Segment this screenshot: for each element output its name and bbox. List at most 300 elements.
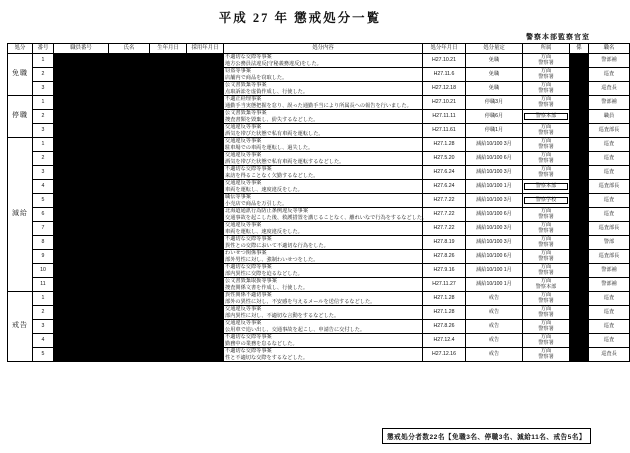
disposition-detail	[224, 320, 423, 334]
section-cell	[570, 166, 589, 180]
page-title: 平成 27 年 懲戒処分一覧	[218, 11, 382, 25]
office-cell	[523, 306, 570, 320]
office-name: 方面	[540, 67, 552, 74]
redacted-cell	[54, 110, 109, 124]
disciplinary-table	[7, 43, 630, 362]
office-name: 警察署	[538, 339, 554, 346]
section-cell	[570, 138, 589, 152]
office-name: 方面	[540, 95, 552, 102]
redacted-cell	[187, 250, 224, 264]
disposition-detail	[224, 292, 423, 306]
disposition-type: 減給10/100 1月	[466, 278, 523, 292]
disposition-detail	[224, 180, 423, 194]
redacted-cell	[150, 82, 187, 96]
disposition-date: H27.11.61	[423, 124, 466, 138]
redacted-cell	[187, 68, 224, 82]
disposition-type: 免職	[466, 82, 523, 96]
detail-line: 公用車で追い出し、交通事故を起こし、申請告に交付した。	[225, 326, 366, 333]
detail-line: 点取訴訟を虚偽作成し、行使した。	[225, 88, 309, 95]
office-name: 警察学校	[524, 197, 568, 205]
th-section: 係	[570, 44, 589, 54]
disposition-date: H27.12.16	[423, 348, 466, 362]
post-cell: 巡査	[589, 292, 630, 306]
redacted-cell	[150, 320, 187, 334]
th-hiredate: 採用年月日	[187, 44, 224, 54]
section-cell	[570, 278, 589, 292]
office-cell	[523, 82, 570, 96]
redacted-cell	[150, 348, 187, 362]
office-cell	[523, 222, 570, 236]
table-row	[8, 54, 630, 68]
table-row	[8, 222, 630, 236]
redacted-cell	[109, 222, 150, 236]
detail-line: 交通違反等事案	[225, 138, 262, 144]
disposition-date: H27.8.26	[423, 320, 466, 334]
disposition-detail	[224, 68, 423, 82]
office-name: 警察署	[538, 73, 554, 80]
redacted-cell	[150, 208, 187, 222]
disposition-type: 戒告	[466, 348, 523, 362]
redacted-cell	[150, 222, 187, 236]
detail-line: 交通違反等事案	[225, 222, 262, 228]
office-name: 警察署	[538, 353, 554, 360]
row-number: 4	[33, 334, 54, 348]
th-office: 所属	[523, 44, 570, 54]
redacted-cell	[54, 82, 109, 96]
office-name: 警察署	[538, 171, 554, 178]
section-cell	[570, 194, 589, 208]
office-cell	[523, 68, 570, 82]
row-number: 2	[33, 110, 54, 124]
office-cell	[523, 180, 570, 194]
detail-line: 性と不適切な交際をするなどした。	[225, 354, 309, 361]
detail-line: 職伝等事案	[225, 194, 251, 200]
detail-line: 地方公務員法違反(守秘義務違反)をした。	[225, 60, 322, 67]
division-cell: 停職	[8, 96, 33, 138]
disposition-type: 減給10/100 3月	[466, 166, 523, 180]
post-cell: 巡査	[589, 334, 630, 348]
redacted-cell	[54, 292, 109, 306]
redacted-cell	[109, 180, 150, 194]
redacted-cell	[109, 236, 150, 250]
detail-line: 交通違反等事案	[225, 152, 262, 158]
disposition-type: 停職1月	[466, 124, 523, 138]
redacted-cell	[187, 54, 224, 68]
table-row	[8, 166, 630, 180]
office-name: 方面	[540, 347, 552, 354]
redacted-cell	[54, 166, 109, 180]
division-cell: 免職	[8, 54, 33, 96]
disposition-type: 減給10/100 1月	[466, 180, 523, 194]
detail-line: 窃盗等事案	[225, 68, 251, 74]
row-number: 3	[33, 166, 54, 180]
post-cell: 警部補	[589, 54, 630, 68]
disposition-type: 減給10/100 3月	[466, 222, 523, 236]
redacted-cell	[187, 138, 224, 152]
detail-line: 車両を運転し、速度違反をした。	[225, 228, 303, 235]
office-name: 警察署	[538, 297, 554, 304]
disposition-type: 免職	[466, 68, 523, 82]
disposition-detail	[224, 194, 423, 208]
table-body	[8, 54, 630, 362]
table-row	[8, 180, 630, 194]
table-row	[8, 110, 630, 124]
row-number: 1	[33, 96, 54, 110]
redacted-cell	[150, 152, 187, 166]
th-post: 職名	[589, 44, 630, 54]
row-number: 3	[33, 320, 54, 334]
table-row	[8, 82, 630, 96]
disposition-type: 停職6月	[466, 110, 523, 124]
redacted-cell	[150, 110, 187, 124]
redacted-cell	[109, 152, 150, 166]
disposition-type: 減給10/100 3月	[466, 194, 523, 208]
disposition-date: H27.9.16	[423, 264, 466, 278]
disposition-type: 戒告	[466, 334, 523, 348]
redacted-cell	[150, 54, 187, 68]
section-cell	[570, 68, 589, 82]
redacted-cell	[187, 96, 224, 110]
redacted-cell	[150, 306, 187, 320]
post-cell: 警部補	[589, 278, 630, 292]
office-cell	[523, 250, 570, 264]
table-row	[8, 236, 630, 250]
redacted-cell	[109, 306, 150, 320]
redacted-cell	[187, 194, 224, 208]
detail-line: 酒気を帯びた状態で私有車両を運転するなどした。	[225, 158, 345, 165]
redacted-cell	[187, 222, 224, 236]
office-cell	[523, 236, 570, 250]
detail-line: 公文書毀棄等事案	[225, 82, 267, 88]
disposition-date: H27.1.28	[423, 292, 466, 306]
table-row	[8, 194, 630, 208]
disposition-type: 停職3月	[466, 96, 523, 110]
office-cell	[523, 152, 570, 166]
detail-line: わいせつ関係事案	[225, 250, 267, 256]
detail-line: 車両を運転し、速度違反をした。	[225, 186, 303, 193]
disposition-date: H27.1.28	[423, 138, 466, 152]
post-cell: 巡査長	[589, 82, 630, 96]
row-number: 5	[33, 194, 54, 208]
division-cell: 戒告	[8, 292, 33, 362]
th-disposition-type: 処分量定	[466, 44, 523, 54]
th-employee-id: 職員番号	[54, 44, 109, 54]
redacted-cell	[109, 82, 150, 96]
disposition-detail	[224, 222, 423, 236]
section-cell	[570, 208, 589, 222]
office-cell	[523, 320, 570, 334]
summary-footer: 懲戒処分者数22名【免職3名、停職3名、減給11名、戒告5名】	[382, 428, 591, 444]
row-number: 10	[33, 264, 54, 278]
redacted-cell	[54, 348, 109, 362]
section-cell	[570, 306, 589, 320]
office-name: 警察署	[538, 255, 554, 262]
row-number: 3	[33, 124, 54, 138]
disposition-type: 減給10/100 1月	[466, 264, 523, 278]
post-cell: 職員	[589, 110, 630, 124]
office-name: 方面	[540, 221, 552, 228]
table-row	[8, 250, 630, 264]
office-name: 方面	[540, 263, 552, 270]
redacted-cell	[150, 334, 187, 348]
disposition-date: H27.8.26	[423, 250, 466, 264]
detail-line: 不適正経理事案	[225, 96, 262, 102]
disposition-detail	[224, 208, 428, 222]
th-division: 処分	[8, 44, 33, 54]
office-name: 警察署	[538, 87, 554, 94]
redacted-cell	[187, 152, 224, 166]
th-number: 番号	[33, 44, 54, 54]
redacted-cell	[54, 124, 109, 138]
redacted-cell	[54, 250, 109, 264]
disposition-type: 減給10/100 6月	[466, 152, 523, 166]
redacted-cell	[150, 68, 187, 82]
post-cell: 巡査部長	[589, 124, 630, 138]
redacted-cell	[187, 166, 224, 180]
detail-line: 交通違反等事案	[225, 320, 262, 326]
th-detail: 処分内容	[224, 44, 423, 54]
disposition-detail	[224, 264, 423, 278]
redacted-cell	[187, 124, 224, 138]
office-name: 警察本部	[524, 183, 568, 191]
table-row	[8, 138, 630, 152]
disposition-date: H27.7.22	[423, 194, 466, 208]
table-row	[8, 152, 630, 166]
office-cell	[523, 124, 570, 138]
office-cell	[523, 334, 570, 348]
office-name: 方面	[540, 333, 552, 340]
office-name: 方面	[540, 291, 552, 298]
detail-line: 勤務中の業務を怠るなどした。	[225, 340, 298, 347]
redacted-cell	[54, 334, 109, 348]
disposition-detail	[224, 166, 423, 180]
redacted-cell	[54, 278, 109, 292]
post-cell: 警部補	[589, 96, 630, 110]
detail-line: 店舗内で商品を窃取した。	[225, 74, 288, 81]
disposition-date: H27.6.24	[423, 180, 466, 194]
detail-line: 公文書毀棄取扱等事案	[225, 278, 277, 284]
row-number: 9	[33, 250, 54, 264]
office-name: 警察本部	[535, 283, 557, 290]
post-cell: 巡査部長	[589, 222, 630, 236]
detail-line: 部外の異性に対し、不安感を与えるメールを送信するなどした。	[225, 298, 376, 305]
disposition-type: 減給10/100 3月	[466, 236, 523, 250]
detail-line: 部内異性に交際を迫るなどした。	[225, 270, 303, 277]
office-name: 方面	[540, 165, 552, 172]
post-cell: 警部	[589, 236, 630, 250]
table-row	[8, 278, 630, 292]
section-cell	[570, 124, 589, 138]
disposition-detail	[224, 138, 423, 152]
office-name: 警察署	[538, 143, 554, 150]
office-name: 方面	[540, 319, 552, 326]
redacted-cell	[187, 334, 224, 348]
section-cell	[570, 320, 589, 334]
disposition-date: H27.8.19	[423, 236, 466, 250]
detail-line: 駐車場での車両を運転し、過失した。	[225, 144, 314, 151]
issuer-label: 警察本部監察官室	[526, 34, 590, 41]
disposition-detail	[224, 306, 423, 320]
section-cell	[570, 54, 589, 68]
redacted-cell	[109, 292, 150, 306]
section-cell	[570, 96, 589, 110]
office-cell	[523, 292, 570, 306]
post-cell: 巡査部長	[589, 180, 630, 194]
row-number: 2	[33, 68, 54, 82]
redacted-cell	[54, 138, 109, 152]
disposition-detail	[224, 54, 423, 68]
disposition-date: H27.7.22	[423, 222, 466, 236]
office-name: 警察署	[538, 325, 554, 332]
office-name: 方面	[540, 53, 552, 60]
redacted-cell	[109, 110, 150, 124]
office-cell	[523, 264, 570, 278]
redacted-cell	[54, 152, 109, 166]
section-cell	[570, 264, 589, 278]
redacted-cell	[187, 208, 224, 222]
redacted-cell	[109, 208, 150, 222]
detail-line: 部外男性に対し、強制わいせつをした。	[225, 256, 319, 263]
disposition-type: 戒告	[466, 292, 523, 306]
detail-line: 不適切な交際等事案	[225, 348, 272, 354]
section-cell	[570, 82, 589, 96]
disposition-type: 減給10/100 6月	[466, 208, 523, 222]
disposition-type: 戒告	[466, 320, 523, 334]
disposition-detail	[224, 152, 423, 166]
disposition-type: 減給10/100 3月	[466, 138, 523, 152]
disposition-date: H27.11.27	[423, 278, 466, 292]
row-number: 7	[33, 222, 54, 236]
section-cell	[570, 334, 589, 348]
detail-line: 北海道通訊行為防止条例違反等事案	[225, 208, 309, 214]
detail-line: 不適切な交際等事案	[225, 236, 272, 242]
redacted-cell	[150, 292, 187, 306]
table-row	[8, 348, 630, 362]
redacted-cell	[150, 124, 187, 138]
detail-line: 不適切な交際等事案	[225, 166, 272, 172]
th-name: 氏名	[109, 44, 150, 54]
section-cell	[570, 180, 589, 194]
office-name: 警察署	[538, 213, 554, 220]
redacted-cell	[109, 334, 150, 348]
redacted-cell	[109, 194, 150, 208]
disposition-date: H27.7.22	[423, 208, 466, 222]
disposition-detail	[224, 250, 423, 264]
table-header-row	[8, 44, 630, 54]
redacted-cell	[109, 68, 150, 82]
office-cell	[523, 166, 570, 180]
detail-line: 交通違反等事案	[225, 180, 262, 186]
redacted-cell	[187, 110, 224, 124]
table-row	[8, 96, 630, 110]
row-number: 1	[33, 54, 54, 68]
detail-line: 異性関係不適切事案	[225, 292, 272, 298]
redacted-cell	[187, 236, 224, 250]
section-cell	[570, 110, 589, 124]
office-name: 方面	[540, 207, 552, 214]
redacted-cell	[54, 208, 109, 222]
post-cell: 巡査	[589, 166, 630, 180]
office-name: 警察本部	[524, 113, 568, 121]
section-cell	[570, 236, 589, 250]
table-row	[8, 208, 630, 222]
office-name: 方面	[540, 137, 552, 144]
disposition-date: H27.11.11	[423, 110, 466, 124]
post-cell: 巡査	[589, 306, 630, 320]
row-number: 1	[33, 138, 54, 152]
detail-line: 小売店で商品を万引した。	[225, 200, 288, 207]
row-number: 11	[33, 278, 54, 292]
disposition-date: H27.11.6	[423, 68, 466, 82]
redacted-cell	[109, 96, 150, 110]
office-cell	[523, 138, 570, 152]
redacted-cell	[187, 264, 224, 278]
redacted-cell	[109, 250, 150, 264]
redacted-cell	[187, 82, 224, 96]
detail-line: 不適切な交際等事案	[225, 334, 272, 340]
redacted-cell	[54, 54, 109, 68]
disposition-detail	[224, 278, 423, 292]
detail-line: 不適切な交際等事案	[225, 54, 272, 60]
section-cell	[570, 250, 589, 264]
office-name: 警察署	[538, 269, 554, 276]
redacted-cell	[150, 250, 187, 264]
redacted-cell	[150, 166, 187, 180]
office-cell	[523, 110, 570, 124]
row-number: 4	[33, 180, 54, 194]
office-cell	[523, 208, 570, 222]
detail-line: 来訪を得ることなく欠勤するなどした。	[225, 172, 319, 179]
post-cell: 巡査	[589, 68, 630, 82]
redacted-cell	[109, 264, 150, 278]
detail-line: 捜査書類を毀棄し、紛失するなどした。	[225, 116, 319, 123]
office-name: 警察署	[538, 311, 554, 318]
redacted-cell	[109, 166, 150, 180]
office-cell	[523, 194, 570, 208]
post-cell: 巡査長	[589, 348, 630, 362]
detail-line: 交通事故を起こした後、救護措置を講じることなく、離れいなで行為をするなどした。	[225, 214, 428, 221]
post-cell: 巡査	[589, 320, 630, 334]
redacted-cell	[150, 194, 187, 208]
disposition-detail	[224, 82, 423, 96]
redacted-cell	[54, 236, 109, 250]
redacted-cell	[54, 68, 109, 82]
row-number: 8	[33, 236, 54, 250]
section-cell	[570, 292, 589, 306]
table-row	[8, 306, 630, 320]
row-number: 3	[33, 82, 54, 96]
office-name: 方面	[540, 123, 552, 130]
disposition-date: H27.1.28	[423, 306, 466, 320]
detail-line: 捜査関係文書を作成し、行使した。	[225, 284, 309, 291]
office-name: 方面	[540, 235, 552, 242]
disposition-detail	[224, 124, 423, 138]
office-name: 方面	[540, 305, 552, 312]
disposition-detail	[224, 96, 423, 110]
section-cell	[570, 348, 589, 362]
row-number: 2	[33, 152, 54, 166]
table-row	[8, 124, 630, 138]
disposition-detail	[224, 110, 423, 124]
section-cell	[570, 152, 589, 166]
office-name: 警察署	[538, 129, 554, 136]
division-cell: 減給	[8, 138, 33, 292]
post-cell: 巡査	[589, 152, 630, 166]
office-cell	[523, 96, 570, 110]
redacted-cell	[187, 348, 224, 362]
th-birthdate: 生年月日	[150, 44, 187, 54]
redacted-cell	[150, 264, 187, 278]
